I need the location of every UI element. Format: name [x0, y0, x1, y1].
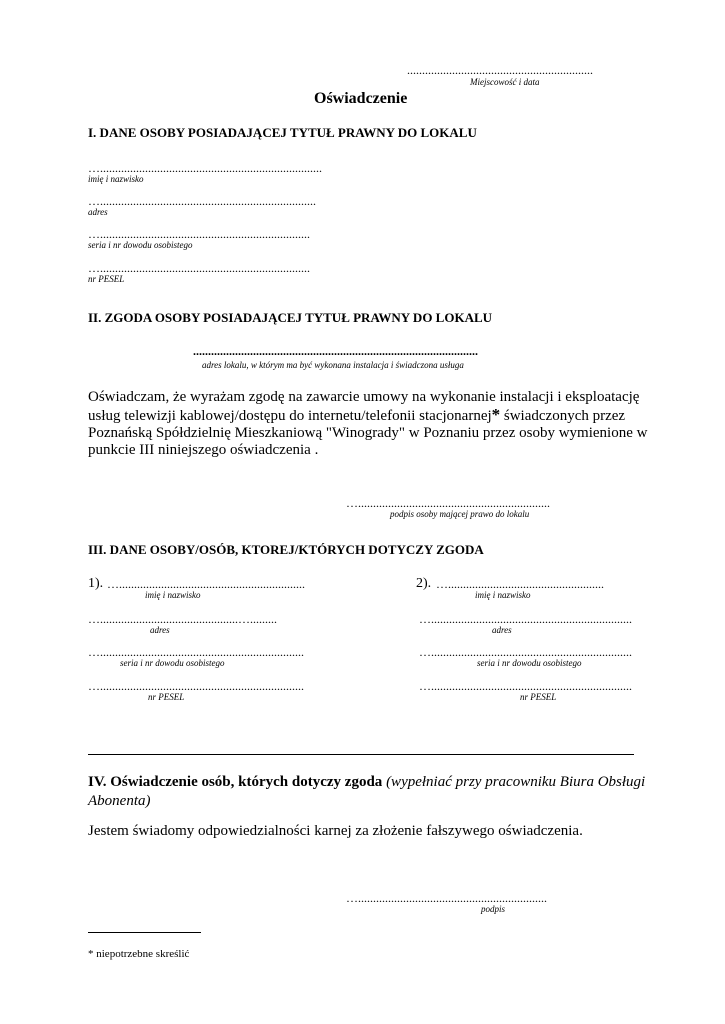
person-1-name-field[interactable]: …..............................................................	[107, 577, 305, 591]
person-2-pesel-label: nr PESEL	[520, 692, 557, 702]
subject-signature-field[interactable]: …...............................................................	[346, 891, 547, 905]
section-4-heading-bold: IV. Oświadczenie osób, których dotyczy zgoda	[88, 774, 383, 790]
person-1-address-field[interactable]: …..............................................….........	[88, 612, 277, 626]
person-1-id-label: seria i nr dowodu osobistego	[120, 658, 225, 668]
person-2-address-field[interactable]: …...................................................................	[419, 612, 632, 626]
owner-address-field[interactable]: …........................................................................	[88, 194, 316, 208]
place-date-label: Miejscowość i data	[470, 77, 540, 87]
person-1-number: 1).	[88, 576, 104, 591]
person-2-id-label: seria i nr dowodu osobistego	[477, 658, 582, 668]
owner-signature-label: podpis osoby mającej prawo do lokalu	[390, 509, 530, 519]
subject-signature-label: podpis	[481, 904, 506, 914]
section-3-heading: III. DANE OSOBY/OSÓB, KTOREJ/KTÓRYCH DOTYCZY ZGODA	[88, 542, 484, 557]
person-2-name-field[interactable]: …....................................................	[436, 577, 604, 591]
owner-id-label: seria i nr dowodu osobistego	[88, 240, 193, 250]
liability-statement: Jestem świadomy odpowiedzialności karnej za złożenie fałszywego oświadczenia.	[88, 823, 583, 839]
person-2-id-field[interactable]: …...................................................................	[419, 645, 632, 659]
footnote-text: * niepotrzebne skreślić	[88, 948, 190, 960]
footnote-separator	[88, 932, 201, 933]
premises-address-field[interactable]: ...............................................................................................	[193, 344, 478, 358]
footnote-marker: *	[491, 405, 501, 424]
consent-line-2	[88, 406, 648, 425]
person-2-name-label: imię i nazwisko	[475, 590, 531, 600]
section-divider	[88, 754, 634, 755]
person-1-address-label: adres	[150, 625, 170, 635]
person-2-number: 2).	[416, 576, 432, 591]
owner-id-field[interactable]: …......................................................................	[88, 227, 310, 241]
owner-name-field[interactable]: …..........................................................................	[88, 161, 322, 175]
owner-name-label: imię i nazwisko	[88, 174, 144, 184]
consent-line-1: Oświadczam, że wyrażam zgodę na zawarcie umowy na wykonanie instalacji i eksploatację	[88, 389, 640, 405]
section-1-heading: I. DANE OSOBY POSIADAJĄCEJ TYTUŁ PRAWNY DO LOKALU	[88, 125, 477, 140]
section-4-heading-note-cont: Abonenta)	[88, 793, 151, 809]
consent-line-4: punkcie III niniejszego oświadczenia .	[88, 442, 319, 458]
person-2-address-label: adres	[492, 625, 512, 635]
person-1-id-field[interactable]: …....................................................................	[88, 645, 304, 659]
place-date-dots[interactable]: ..............................................................	[407, 63, 593, 77]
owner-pesel-field[interactable]: …......................................................................	[88, 261, 310, 275]
owner-pesel-label: nr PESEL	[88, 274, 125, 284]
person-2-pesel-field[interactable]: …...................................................................	[419, 679, 632, 693]
document-title: Oświadczenie	[314, 90, 408, 107]
section-4-heading-note: (wypełniać przy pracowniku Biura Obsługi	[382, 774, 646, 790]
section-4-heading	[88, 773, 648, 811]
section-2-heading: II. ZGODA OSOBY POSIADAJĄCEJ TYTUŁ PRAWNY DO LOKALU	[88, 310, 493, 325]
owner-signature-field[interactable]: …................................................................	[346, 496, 550, 510]
owner-address-label: adres	[88, 207, 108, 217]
person-1-name-label: imię i nazwisko	[145, 590, 201, 600]
premises-address-label: adres lokalu, w którym ma być wykonana instalacja i świadczona usługa	[202, 360, 464, 370]
consent-line-3: Poznańską Spółdzielnię Mieszkaniową "Winogrady" w Poznaniu przez osoby wymienione w	[88, 425, 648, 441]
consent-paragraph	[88, 389, 648, 459]
consent-line-2-tail: świadczonych przez	[500, 408, 626, 424]
person-1-pesel-label: nr PESEL	[148, 692, 185, 702]
consent-line-2-text: usług telewizji kablowej/dostępu do internetu/telefonii stacjonarnej	[88, 408, 492, 424]
person-1-pesel-field[interactable]: …....................................................................	[88, 679, 304, 693]
